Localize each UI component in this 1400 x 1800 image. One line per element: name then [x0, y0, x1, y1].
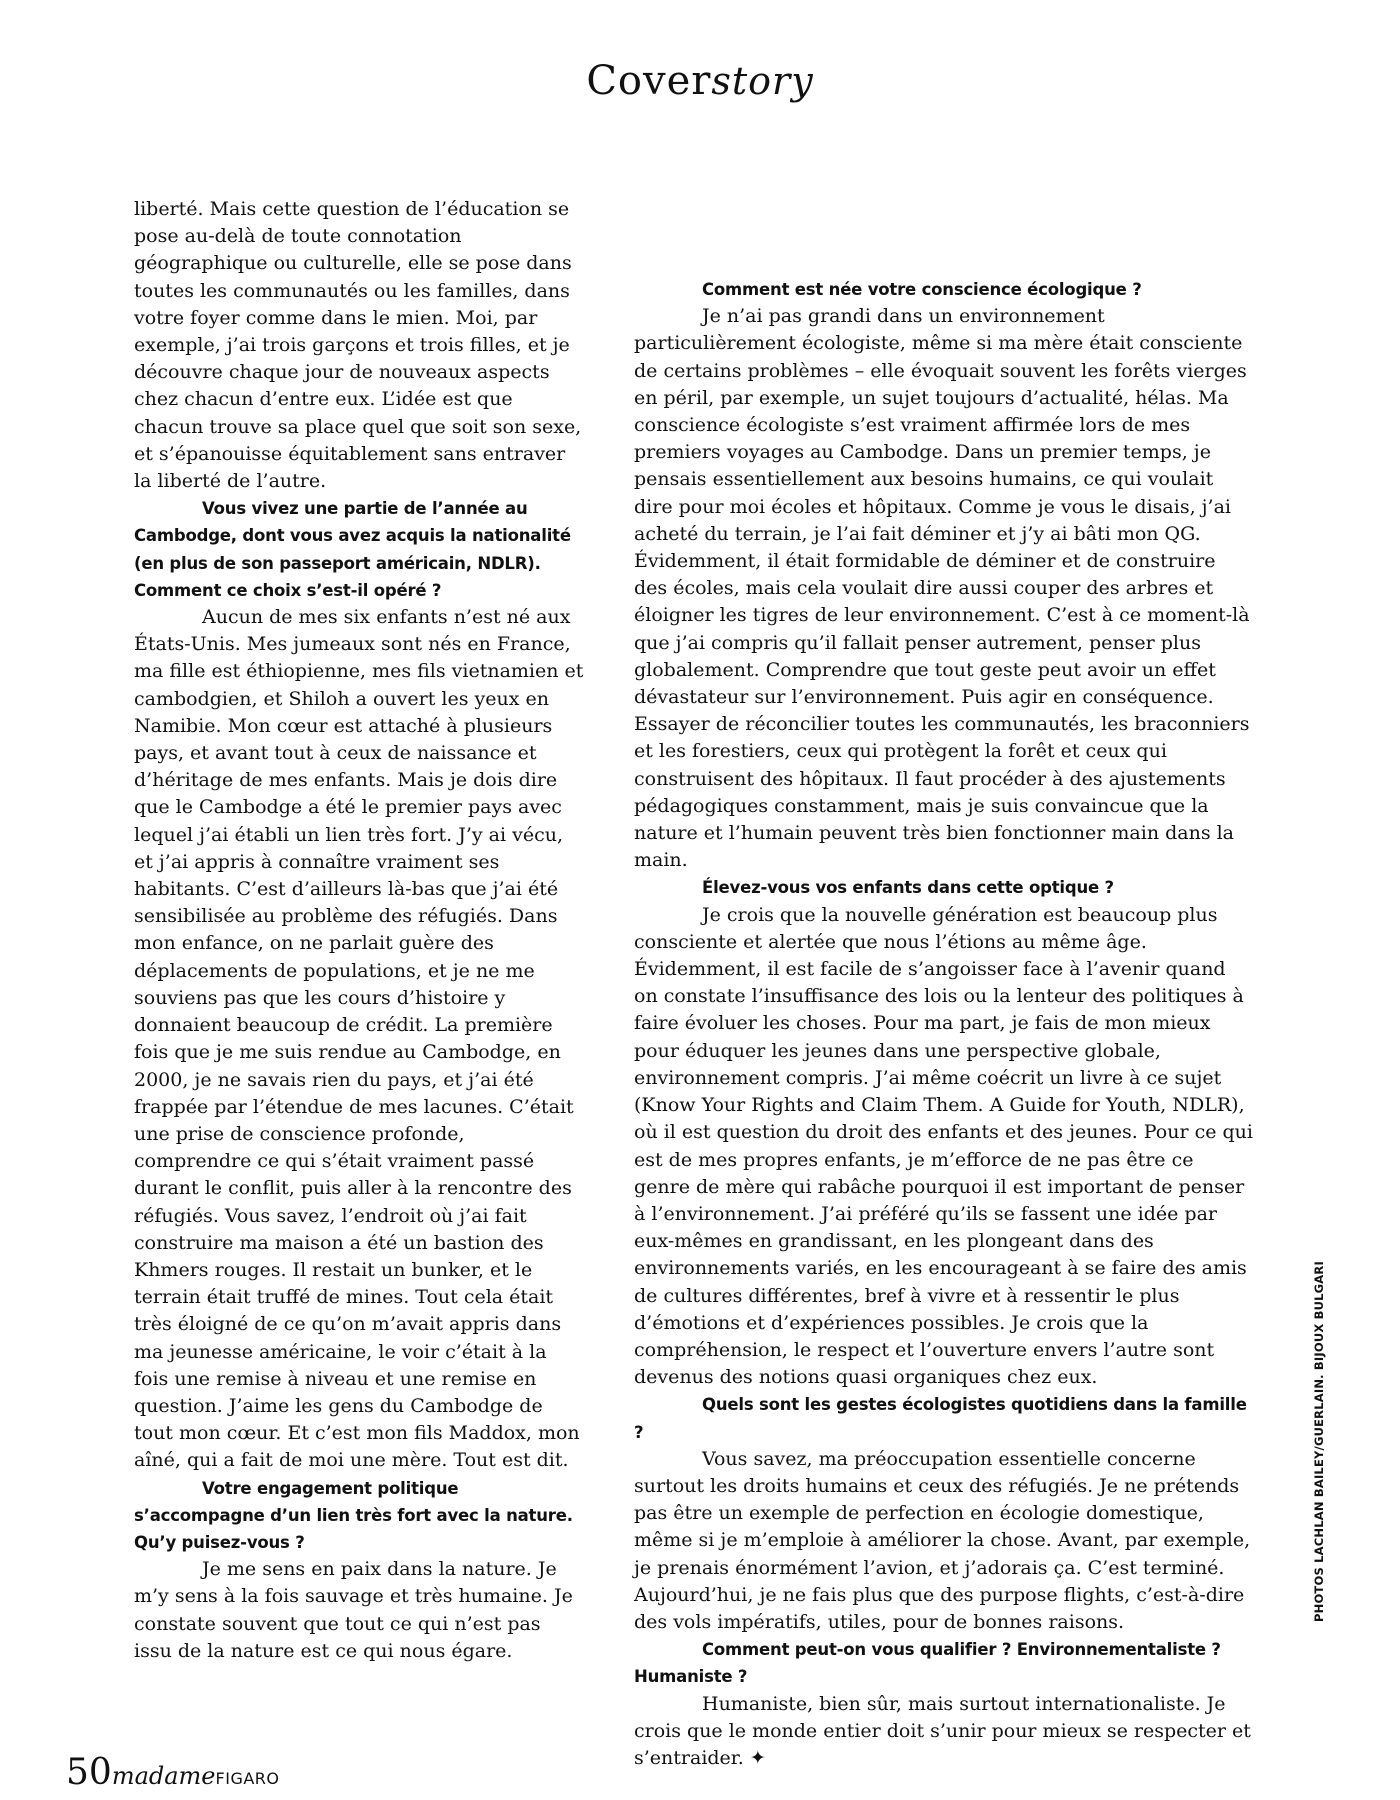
right-question-1: Comment est née votre conscience écologique ? [702, 280, 1142, 299]
left-question-2: Votre engagement politique s’accompagne d’un lien très fort avec la nature. Qu’y puisez-vous ? [134, 1478, 573, 1552]
right-paragraph-3: Vous savez, ma préoccupation essentielle concerne surtout les droits humains et ceux des réfugiés. Je ne prétends pas être un exemple de perfection en écologie domestique, même si je m’emploie à améliorer la chose. Avant, par exemple, je prenais énormément l’avion, et j’adorais ça. C’est terminé. Aujourd’hui, je ne fais plus que des purpose flights, c’est-à-dire des vols impératifs, utiles, pour de bonnes raisons. [634, 1447, 1251, 1633]
left-paragraph-1: liberté. Mais cette question de l’éducation se pose au-delà de toute connotation géographique ou culturelle, elle se pose dans toutes les communautés ou les familles, dans votre foyer comme dans le mien. Moi, par exemple, j’ai trois garçons et trois filles, et je découvre chaque jour de nouveaux aspects chez chacun d’entre eux. L’idée est que chacun trouve sa place quel que soit son sexe, et s’épanouisse équitablement sans entraver la liberté de l’autre. [134, 198, 582, 493]
right-paragraph-2: Je crois que la nouvelle génération est beaucoup plus consciente et alertée que nous l’étions au même âge. Évidemment, il est facile de s’angoisser face à l’avenir quand on constate l’insuffisance des lois ou la lenteur des politiques à faire évoluer les choses. Pour ma part, je fais de mon mieux pour éduquer les jeunes dans une perspective globale, environnement compris. J’ai même coécrit un livre à ce sujet (Know Your Rights and Claim Them. A Guide for Youth, NDLR), où il est question du droit des enfants et des jeunes. Pour ce qui est de mes propres enfants, je m’efforce de ne pas être ce genre de mère qui rabâche pourquoi il est important de penser à l’environnement. J’ai préféré qu’ils se fassent une idée par eux-mêmes en grandissant, en les plongeant dans des environnements variés, en les encourageant à se faire des amis de cultures différentes, bref à vivre et à ressentir le plus d’émotions et d’expériences possibles. Je crois que la compréhension, le respect et l’ouverture envers l’autre sont devenus des notions quasi organiques chez eux. [634, 903, 1253, 1389]
photo-credit-text: PHOTOS LACHLAN BAILEY/GUERLAIN. BIJOUX BULGARI [1312, 1261, 1326, 1622]
page-number: 50 [66, 1752, 112, 1793]
right-question-3: Quels sont les gestes écologistes quotidiens dans la famille ? [634, 1395, 1247, 1442]
left-paragraph-3: Je me sens en paix dans la nature. Je m’y sens à la fois sauvage et très humaine. Je constate souvent que tout ce qui n’est pas issu de la nature est ce qui nous égare. [134, 1558, 573, 1662]
left-question-1: Vous vivez une partie de l’année au Cambodge, dont vous avez acquis la nationalité (en plus de son passeport américain, NDLR). Comment ce choix s’est-il opéré ? [134, 499, 571, 600]
header-story: story [711, 59, 814, 103]
right-question-4: Comment peut-on vous qualifier ? Environnementaliste ? Humaniste ? [634, 1640, 1221, 1687]
page-footer [66, 1752, 280, 1793]
right-paragraph-1: Je n’ai pas grandi dans un environnement particulièrement écologiste, même si ma mère était consciente de certains problèmes – elle évoquait souvent les forêts vierges en péril, par exemple, un sujet toujours d’actualité, hélas. Ma conscience écologiste s’est vraiment affirmée lors de mes premiers voyages au Cambodge. Dans un premier temps, je pensais essentiellement aux besoins humains, ce qui voulait dire pour moi écoles et hôpitaux. Comme je vous le disais, j’ai acheté du terrain, je l’ai fait déminer et j’y ai bâti mon QG. Évidemment, il était formidable de déminer et de construire des écoles, mais cela voulait dire aussi couper des arbres et éloigner les tigres de leur environnement. C’est à ce moment-là que j’ai compris qu’il fallait penser autrement, penser plus globalement. Comprendre que tout geste peut avoir un effet dévastateur sur l’environnement. Puis agir en conséquence. Essayer de réconcilier toutes les communautés, les braconniers et les forestiers, ceux qui protègent la forêt et ceux qui construisent des hôpitaux. Il faut procéder à des ajustements pédagogiques constamment, mais je suis convaincue que la nature et l’humain peuvent très bien fonctionner main dans la main. [634, 305, 1250, 872]
section-header [0, 58, 1400, 104]
right-question-2: Élevez-vous vos enfants dans cette optique ? [702, 878, 1114, 898]
brand-madame: madame [111, 1762, 216, 1790]
left-column [134, 196, 584, 1665]
header-cover: Cover [586, 58, 712, 104]
left-paragraph-2: Aucun de mes six enfants n’est né aux États-Unis. Mes jumeaux sont nés en France, ma fille est éthiopienne, mes fils vietnamien et cambodgien, et Shiloh a ouvert les yeux en Namibie. Mon cœur est attaché à plusieurs pays, et avant tout à ceux de naissance et d’héritage de mes enfants. Mais je dois dire que le Cambodge a été le premier pays avec lequel j’ai établi un lien très fort. J’y ai vécu, et j’ai appris à connaître vraiment ses habitants. C’est d’ailleurs là-bas que j’ai été sensibilisée au problème des réfugiés. Dans mon enfance, on ne parlait guère des déplacements de populations, et je ne me souviens pas que les cours d’histoire y donnaient beaucoup de crédit. La première fois que je me suis rendue au Cambodge, en 2000, je ne savais rien du pays, et j’ai été frappée par l’étendue de mes lacunes. C’était une prise de conscience profonde, comprendre ce qui s’était vraiment passé durant le conflit, puis aller à la rencontre des réfugiés. Vous savez, l’endroit où j’ai fait construire ma maison a été un bastion des Khmers rouges. Il restait un bunker, et le terrain était truffé de mines. Tout cela était très éloigné de ce qu’on m’avait appris dans ma jeunesse américaine, le voir c’était à la fois une remise à niveau et une remise en question. J’aime les gens du Cambodge de tout mon cœur. Et c’est mon fils Maddox, mon aîné, qui a fait de moi une mère. Tout est dit. [134, 606, 584, 1472]
brand-figaro: FIGARO [215, 1769, 280, 1788]
right-paragraph-4: Humaniste, bien sûr, mais surtout internationaliste. Je crois que le monde entier doit s’unir pour mieux se respecter et s’entraider. ✦ [634, 1692, 1251, 1769]
right-column [634, 276, 1254, 1772]
